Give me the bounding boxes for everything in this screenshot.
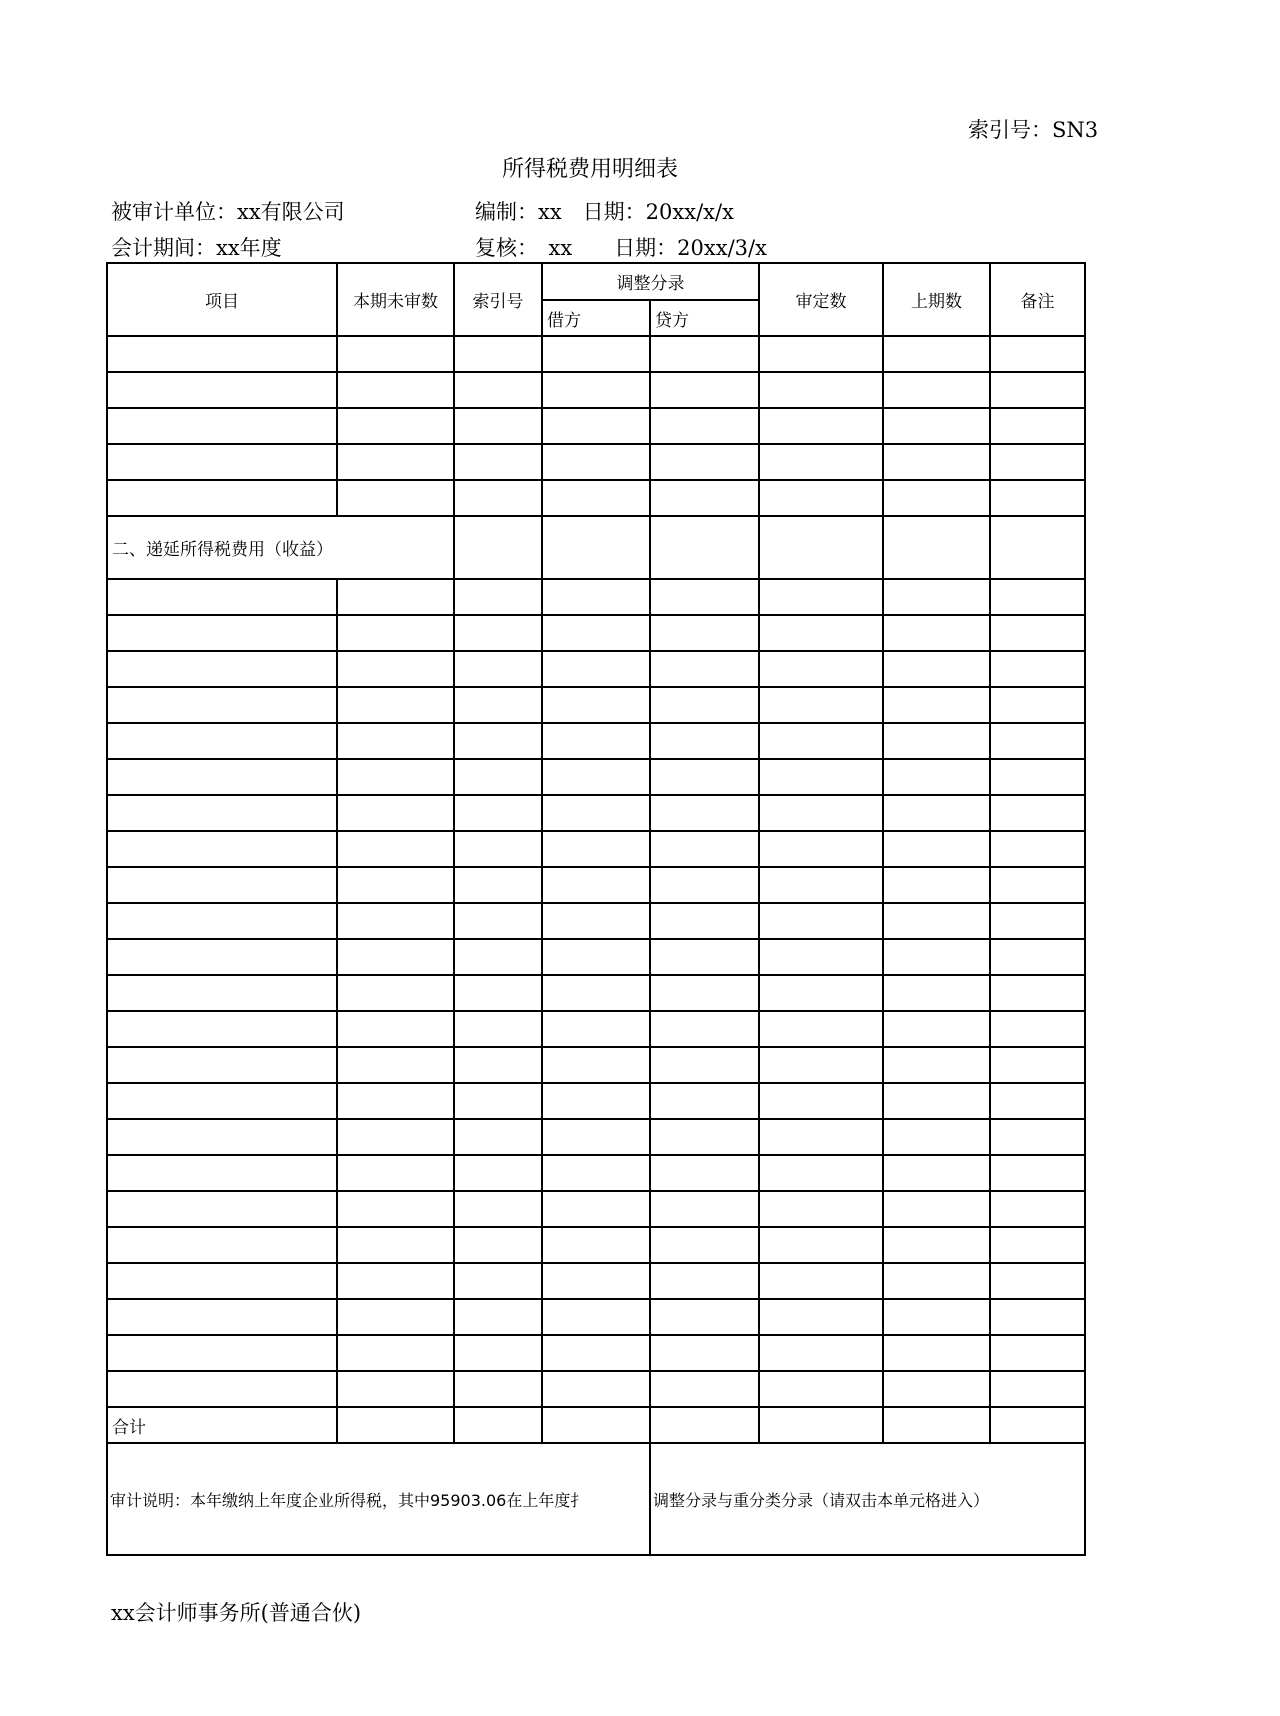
table-cell[interactable] xyxy=(542,687,650,723)
page-title: 所得税费用明细表 xyxy=(502,157,679,182)
table-cell[interactable] xyxy=(650,1155,759,1191)
table-cell[interactable] xyxy=(107,723,337,759)
table-row xyxy=(107,1371,1085,1407)
table-cell[interactable] xyxy=(542,1263,650,1299)
table-cell[interactable] xyxy=(107,687,337,723)
table-cell[interactable] xyxy=(990,579,1085,615)
table-cell[interactable] xyxy=(542,831,650,867)
table-cell[interactable] xyxy=(107,831,337,867)
table-cell[interactable] xyxy=(883,651,990,687)
table-cell[interactable] xyxy=(759,615,883,651)
table-cell[interactable] xyxy=(990,1011,1085,1047)
table-cell[interactable] xyxy=(759,939,883,975)
table-cell[interactable] xyxy=(990,1191,1085,1227)
table-cell[interactable] xyxy=(542,1407,650,1443)
section-row-deferred xyxy=(107,516,1085,579)
table-cell[interactable] xyxy=(759,1047,883,1083)
table-cell[interactable] xyxy=(454,579,542,615)
table-cell[interactable] xyxy=(883,372,990,408)
table-cell[interactable] xyxy=(107,1335,337,1371)
col-header-adjustments: 调整分录 xyxy=(542,263,759,300)
table-row xyxy=(107,408,1085,444)
adjustment-entries-link[interactable]: 调整分录与重分类分录（请双击本单元格进入） xyxy=(650,1443,1085,1555)
table-cell[interactable] xyxy=(454,1119,542,1155)
table-cell[interactable] xyxy=(990,1155,1085,1191)
table-cell[interactable] xyxy=(542,516,650,579)
table-cell[interactable] xyxy=(454,1155,542,1191)
table-cell[interactable] xyxy=(454,615,542,651)
table-row xyxy=(107,1191,1085,1227)
table-cell[interactable] xyxy=(759,1011,883,1047)
table-cell[interactable] xyxy=(759,867,883,903)
table-cell[interactable] xyxy=(883,1119,990,1155)
table-cell[interactable] xyxy=(650,1299,759,1335)
table-cell[interactable] xyxy=(337,1227,454,1263)
table-cell[interactable] xyxy=(107,975,337,1011)
section-label-deferred-tax: 二、递延所得税费用（收益） xyxy=(107,516,454,579)
table-cell[interactable] xyxy=(542,1047,650,1083)
table-cell[interactable] xyxy=(107,480,337,516)
table-cell[interactable] xyxy=(650,1047,759,1083)
table-cell[interactable] xyxy=(650,867,759,903)
table-cell[interactable] xyxy=(650,1227,759,1263)
table-cell[interactable] xyxy=(990,975,1085,1011)
table-cell[interactable] xyxy=(883,615,990,651)
table-cell[interactable] xyxy=(542,444,650,480)
table-cell[interactable] xyxy=(650,903,759,939)
table-cell[interactable] xyxy=(337,1371,454,1407)
table-cell[interactable] xyxy=(990,1083,1085,1119)
table-row xyxy=(107,903,1085,939)
table-cell[interactable] xyxy=(883,1047,990,1083)
table-cell[interactable] xyxy=(337,1011,454,1047)
table-cell[interactable] xyxy=(650,336,759,372)
table-cell[interactable] xyxy=(650,939,759,975)
table-cell[interactable] xyxy=(107,1191,337,1227)
table-cell[interactable] xyxy=(454,408,542,444)
table-cell[interactable] xyxy=(337,1407,454,1443)
table-row xyxy=(107,795,1085,831)
table-cell[interactable] xyxy=(107,1047,337,1083)
table-cell[interactable] xyxy=(337,615,454,651)
table-cell[interactable] xyxy=(990,759,1085,795)
table-cell[interactable] xyxy=(883,1263,990,1299)
table-cell[interactable] xyxy=(337,372,454,408)
col-header-credit: 贷方 xyxy=(650,300,759,336)
audit-note-row xyxy=(107,1443,1085,1555)
table-cell[interactable] xyxy=(759,903,883,939)
table-cell[interactable] xyxy=(759,1335,883,1371)
table-cell[interactable] xyxy=(759,831,883,867)
table-cell[interactable] xyxy=(883,336,990,372)
table-cell[interactable] xyxy=(990,1335,1085,1371)
table-cell[interactable] xyxy=(990,615,1085,651)
table-cell[interactable] xyxy=(454,444,542,480)
table-cell[interactable] xyxy=(883,687,990,723)
table-cell[interactable] xyxy=(650,1119,759,1155)
col-header-remarks: 备注 xyxy=(990,263,1085,336)
table-cell[interactable] xyxy=(542,615,650,651)
table-cell[interactable] xyxy=(542,651,650,687)
table-cell[interactable] xyxy=(650,1191,759,1227)
table-cell[interactable] xyxy=(337,687,454,723)
col-header-prior: 上期数 xyxy=(883,263,990,336)
table-cell[interactable] xyxy=(650,795,759,831)
table-cell[interactable] xyxy=(107,867,337,903)
table-cell[interactable] xyxy=(759,336,883,372)
table-cell[interactable] xyxy=(759,1371,883,1407)
table-cell[interactable] xyxy=(542,975,650,1011)
table-row xyxy=(107,723,1085,759)
table-cell[interactable] xyxy=(759,480,883,516)
table-cell[interactable] xyxy=(759,795,883,831)
table-cell[interactable] xyxy=(107,795,337,831)
table-cell[interactable] xyxy=(454,336,542,372)
table-cell[interactable] xyxy=(107,408,337,444)
table-row xyxy=(107,975,1085,1011)
table-cell[interactable] xyxy=(542,795,650,831)
table-row xyxy=(107,480,1085,516)
table-cell[interactable] xyxy=(107,1011,337,1047)
table-cell[interactable] xyxy=(454,651,542,687)
table-cell[interactable] xyxy=(759,1407,883,1443)
table-cell[interactable] xyxy=(454,723,542,759)
table-cell[interactable] xyxy=(650,1083,759,1119)
table-cell[interactable] xyxy=(759,408,883,444)
table-cell[interactable] xyxy=(990,372,1085,408)
table-cell[interactable] xyxy=(107,1263,337,1299)
table-cell[interactable] xyxy=(337,795,454,831)
table-cell[interactable] xyxy=(650,1407,759,1443)
table-cell[interactable] xyxy=(759,687,883,723)
table-row xyxy=(107,651,1085,687)
table-cell[interactable] xyxy=(990,1119,1085,1155)
table-cell[interactable] xyxy=(990,1263,1085,1299)
table-cell[interactable] xyxy=(650,615,759,651)
table-cell[interactable] xyxy=(107,1119,337,1155)
table-cell[interactable] xyxy=(454,1011,542,1047)
table-cell[interactable] xyxy=(454,939,542,975)
table-cell[interactable] xyxy=(542,408,650,444)
table-cell[interactable] xyxy=(759,723,883,759)
prepared-by: 编制：xx 日期：20xx/x/x xyxy=(475,200,734,224)
audit-note: 审计说明：本年缴纳上年度企业所得税，其中95903.06在上年度扌 xyxy=(107,1443,650,1555)
table-cell[interactable] xyxy=(542,1335,650,1371)
table-cell[interactable] xyxy=(990,903,1085,939)
table-cell[interactable] xyxy=(990,1407,1085,1443)
table-cell[interactable] xyxy=(107,1155,337,1191)
table-cell[interactable] xyxy=(650,651,759,687)
table-row xyxy=(107,1263,1085,1299)
tax-expense-table xyxy=(106,262,1086,1556)
table-cell[interactable] xyxy=(542,1227,650,1263)
table-row xyxy=(107,1083,1085,1119)
table-cell[interactable] xyxy=(107,759,337,795)
table-cell[interactable] xyxy=(542,867,650,903)
table-cell[interactable] xyxy=(107,903,337,939)
table-cell[interactable] xyxy=(337,579,454,615)
table-cell[interactable] xyxy=(650,723,759,759)
table-cell[interactable] xyxy=(107,444,337,480)
table-cell[interactable] xyxy=(650,1263,759,1299)
table-row xyxy=(107,579,1085,615)
table-cell[interactable] xyxy=(454,1407,542,1443)
table-cell[interactable] xyxy=(759,1227,883,1263)
table-cell[interactable] xyxy=(883,723,990,759)
table-cell[interactable] xyxy=(107,651,337,687)
table-cell[interactable] xyxy=(337,939,454,975)
table-cell[interactable] xyxy=(542,1119,650,1155)
table-row xyxy=(107,759,1085,795)
table-cell[interactable] xyxy=(454,687,542,723)
table-cell[interactable] xyxy=(990,480,1085,516)
table-cell[interactable] xyxy=(337,651,454,687)
accounting-period: 会计期间：xx年度 xyxy=(111,236,282,260)
table-cell[interactable] xyxy=(107,615,337,651)
table-cell[interactable] xyxy=(990,867,1085,903)
table-cell[interactable] xyxy=(542,1155,650,1191)
table-cell[interactable] xyxy=(650,687,759,723)
firm-name: xx会计师事务所(普通合伙) xyxy=(111,1601,362,1625)
table-cell[interactable] xyxy=(454,1047,542,1083)
table-row xyxy=(107,1299,1085,1335)
table-cell[interactable] xyxy=(990,795,1085,831)
table-cell[interactable] xyxy=(337,723,454,759)
col-header-unaudited: 本期未审数 xyxy=(337,263,454,336)
table-cell[interactable] xyxy=(990,831,1085,867)
table-cell[interactable] xyxy=(337,1263,454,1299)
col-header-debit: 借方 xyxy=(542,300,650,336)
table-cell[interactable] xyxy=(883,1371,990,1407)
table-row xyxy=(107,1335,1085,1371)
table-cell[interactable] xyxy=(337,1083,454,1119)
total-label: 合计 xyxy=(107,1407,337,1443)
table-cell[interactable] xyxy=(337,1047,454,1083)
table-cell[interactable] xyxy=(650,1335,759,1371)
table-cell[interactable] xyxy=(990,444,1085,480)
table-row xyxy=(107,1119,1085,1155)
table-cell[interactable] xyxy=(759,1191,883,1227)
table-cell[interactable] xyxy=(883,867,990,903)
table-cell[interactable] xyxy=(990,723,1085,759)
table-cell[interactable] xyxy=(107,939,337,975)
table-cell[interactable] xyxy=(883,1083,990,1119)
table-cell[interactable] xyxy=(454,1299,542,1335)
table-cell[interactable] xyxy=(883,516,990,579)
table-cell[interactable] xyxy=(337,831,454,867)
table-cell[interactable] xyxy=(454,372,542,408)
table-cell[interactable] xyxy=(337,408,454,444)
table-cell[interactable] xyxy=(883,1407,990,1443)
table-row xyxy=(107,831,1085,867)
table-cell[interactable] xyxy=(542,903,650,939)
table-cell[interactable] xyxy=(542,1011,650,1047)
table-cell[interactable] xyxy=(990,939,1085,975)
table-row xyxy=(107,1047,1085,1083)
table-cell[interactable] xyxy=(990,1371,1085,1407)
table-cell[interactable] xyxy=(107,1371,337,1407)
table-cell[interactable] xyxy=(650,444,759,480)
table-cell[interactable] xyxy=(650,975,759,1011)
table-cell[interactable] xyxy=(454,1083,542,1119)
table-cell[interactable] xyxy=(542,1299,650,1335)
table-row xyxy=(107,444,1085,480)
table-cell[interactable] xyxy=(650,759,759,795)
table-cell[interactable] xyxy=(337,444,454,480)
table-cell[interactable] xyxy=(337,903,454,939)
table-cell[interactable] xyxy=(759,1263,883,1299)
index-reference: 索引号：SN3 xyxy=(968,118,1099,142)
table-cell[interactable] xyxy=(883,795,990,831)
table-cell[interactable] xyxy=(990,1299,1085,1335)
table-cell[interactable] xyxy=(650,1011,759,1047)
table-cell[interactable] xyxy=(454,975,542,1011)
table-cell[interactable] xyxy=(883,1155,990,1191)
table-cell[interactable] xyxy=(883,975,990,1011)
table-cell[interactable] xyxy=(454,516,542,579)
table-cell[interactable] xyxy=(650,408,759,444)
table-row xyxy=(107,1227,1085,1263)
table-cell[interactable] xyxy=(650,480,759,516)
table-cell[interactable] xyxy=(650,831,759,867)
table-cell[interactable] xyxy=(454,795,542,831)
table-cell[interactable] xyxy=(883,1227,990,1263)
table-cell[interactable] xyxy=(542,723,650,759)
table-cell[interactable] xyxy=(759,1155,883,1191)
table-cell[interactable] xyxy=(454,759,542,795)
table-cell[interactable] xyxy=(990,336,1085,372)
table-cell[interactable] xyxy=(454,867,542,903)
table-cell[interactable] xyxy=(454,831,542,867)
table-cell[interactable] xyxy=(990,651,1085,687)
table-cell[interactable] xyxy=(107,372,337,408)
table-cell[interactable] xyxy=(759,975,883,1011)
table-cell[interactable] xyxy=(107,1299,337,1335)
table-cell[interactable] xyxy=(337,480,454,516)
table-cell[interactable] xyxy=(107,336,337,372)
table-row xyxy=(107,615,1085,651)
table-cell[interactable] xyxy=(337,1119,454,1155)
table-cell[interactable] xyxy=(337,1191,454,1227)
table-cell[interactable] xyxy=(759,1083,883,1119)
table-cell[interactable] xyxy=(107,1083,337,1119)
table-cell[interactable] xyxy=(759,444,883,480)
table-cell[interactable] xyxy=(990,516,1085,579)
table-cell[interactable] xyxy=(990,408,1085,444)
table-row xyxy=(107,336,1085,372)
table-cell[interactable] xyxy=(650,579,759,615)
table-row xyxy=(107,1155,1085,1191)
table-cell[interactable] xyxy=(759,759,883,795)
table-cell[interactable] xyxy=(337,336,454,372)
table-cell[interactable] xyxy=(542,372,650,408)
reviewed-by: 复核： xx 日期：20xx/3/x xyxy=(475,236,767,260)
table-cell[interactable] xyxy=(454,1227,542,1263)
table-cell[interactable] xyxy=(454,1335,542,1371)
audited-unit: 被审计单位：xx有限公司 xyxy=(111,200,345,224)
table-cell[interactable] xyxy=(107,1227,337,1263)
table-cell[interactable] xyxy=(759,516,883,579)
table-cell[interactable] xyxy=(337,975,454,1011)
table-row xyxy=(107,687,1085,723)
table-cell[interactable] xyxy=(990,1047,1085,1083)
table-cell[interactable] xyxy=(650,1371,759,1407)
table-cell[interactable] xyxy=(759,579,883,615)
table-cell[interactable] xyxy=(883,759,990,795)
table-cell[interactable] xyxy=(542,579,650,615)
table-cell[interactable] xyxy=(337,867,454,903)
table-cell[interactable] xyxy=(542,1083,650,1119)
table-cell[interactable] xyxy=(542,336,650,372)
table-cell[interactable] xyxy=(650,516,759,579)
table-cell[interactable] xyxy=(883,408,990,444)
table-cell[interactable] xyxy=(883,444,990,480)
col-header-audited: 审定数 xyxy=(759,263,883,336)
col-header-index: 索引号 xyxy=(454,263,542,336)
table-cell[interactable] xyxy=(650,372,759,408)
table-cell[interactable] xyxy=(883,579,990,615)
table-cell[interactable] xyxy=(454,1371,542,1407)
table-cell[interactable] xyxy=(542,1371,650,1407)
table-cell[interactable] xyxy=(454,1263,542,1299)
table-cell[interactable] xyxy=(454,903,542,939)
table-row xyxy=(107,939,1085,975)
table-cell[interactable] xyxy=(337,759,454,795)
table-cell[interactable] xyxy=(337,1299,454,1335)
table-cell[interactable] xyxy=(990,1227,1085,1263)
table-cell[interactable] xyxy=(883,1335,990,1371)
total-row xyxy=(107,1407,1085,1443)
table-row xyxy=(107,1011,1085,1047)
table-cell[interactable] xyxy=(454,480,542,516)
table-cell[interactable] xyxy=(542,480,650,516)
table-cell[interactable] xyxy=(542,939,650,975)
table-cell[interactable] xyxy=(990,687,1085,723)
table-cell[interactable] xyxy=(883,1011,990,1047)
table-cell[interactable] xyxy=(107,579,337,615)
table-cell[interactable] xyxy=(542,1191,650,1227)
table-cell[interactable] xyxy=(337,1335,454,1371)
table-cell[interactable] xyxy=(883,903,990,939)
table-cell[interactable] xyxy=(454,1191,542,1227)
table-cell[interactable] xyxy=(883,939,990,975)
table-cell[interactable] xyxy=(883,480,990,516)
table-cell[interactable] xyxy=(883,1299,990,1335)
table-cell[interactable] xyxy=(759,651,883,687)
table-cell[interactable] xyxy=(883,831,990,867)
table-cell[interactable] xyxy=(759,372,883,408)
table-cell[interactable] xyxy=(759,1119,883,1155)
col-header-item: 项目 xyxy=(107,263,337,336)
table-cell[interactable] xyxy=(337,1155,454,1191)
table-cell[interactable] xyxy=(542,759,650,795)
table-cell[interactable] xyxy=(883,1191,990,1227)
table-row xyxy=(107,867,1085,903)
table-cell[interactable] xyxy=(759,1299,883,1335)
table-row xyxy=(107,372,1085,408)
